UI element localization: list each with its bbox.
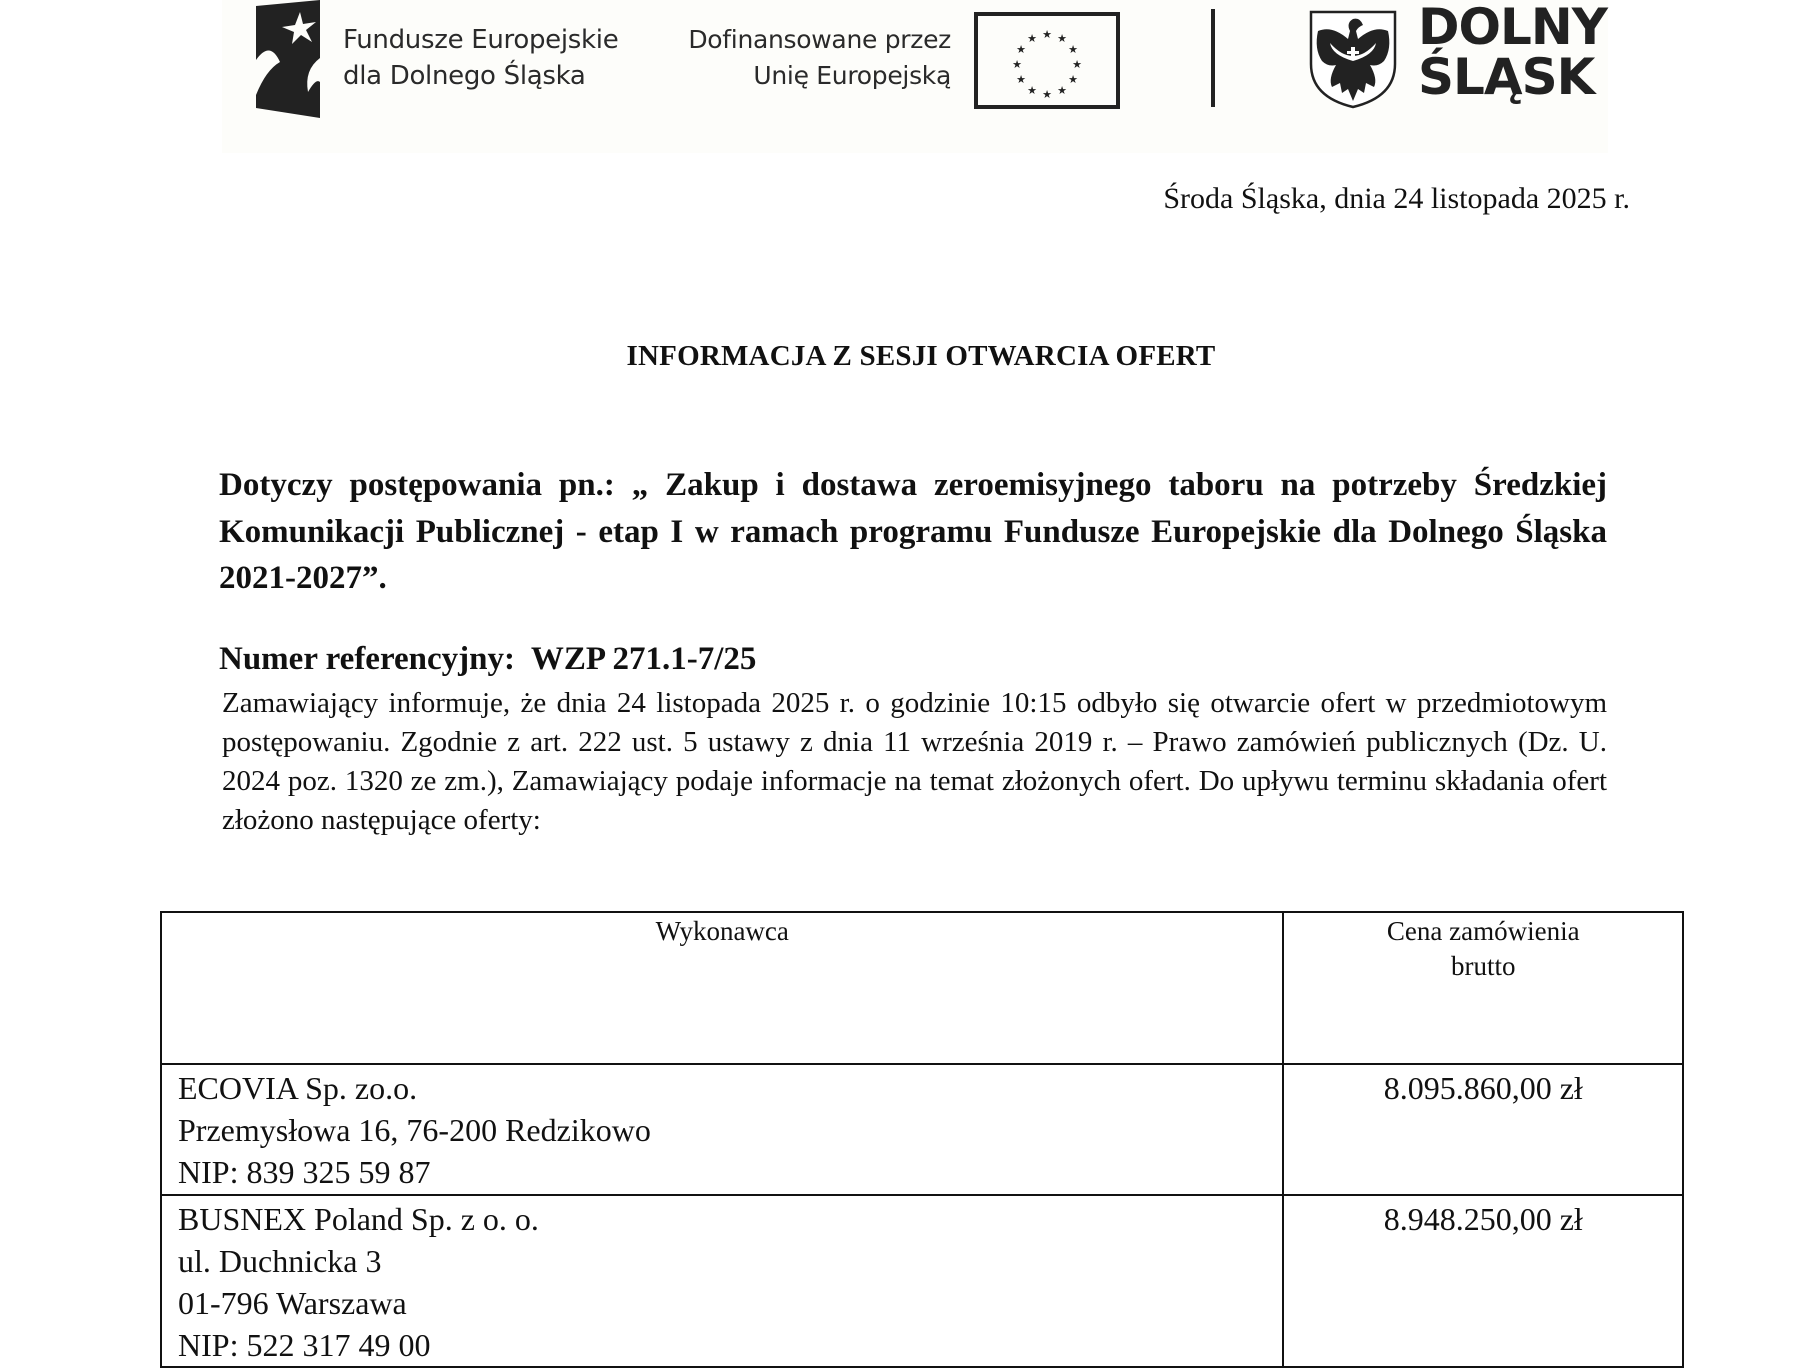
logo-divider xyxy=(1211,9,1215,107)
svg-text:★: ★ xyxy=(1027,84,1037,97)
svg-text:★: ★ xyxy=(1042,88,1052,101)
column-header-price-line1: Cena zamówienia xyxy=(1386,916,1580,946)
lower-silesia-crest-icon xyxy=(1308,9,1398,109)
document-date: Środa Śląska, dnia 24 listopada 2025 r. xyxy=(1163,182,1630,215)
svg-text:★: ★ xyxy=(1042,28,1052,41)
svg-text:★: ★ xyxy=(1016,43,1026,56)
reference-number: WZP 271.1-7/25 xyxy=(530,641,757,677)
contractor-cell xyxy=(161,1195,1283,1367)
svg-text:★: ★ xyxy=(1012,58,1022,71)
svg-text:★: ★ xyxy=(1068,43,1078,56)
procurement-subject: Dotyczy postępowania pn.: „ Zakup i dostawa zeroemisyjnego taboru na potrzeby Średzkiej Komunikacji Publicznej - etap I w ramach programu Fundusze Europejskie dla Dolnego Śląska 2021-2027”. xyxy=(219,467,1607,596)
fe-logo-icon xyxy=(256,0,322,118)
contractor-nip: NIP: 522 317 49 00 xyxy=(178,1327,431,1363)
reference-label: Numer referencyjny: xyxy=(219,641,531,677)
document-title: INFORMACJA Z SESJI OTWARCIA OFERT xyxy=(626,340,1216,372)
region-logo-line2: ŚLĄSK xyxy=(1418,48,1595,106)
fe-logo-line1: Fundusze Europejskie xyxy=(343,25,619,55)
fe-logo-line2: dla Dolnego Śląska xyxy=(343,61,586,91)
eu-flag-icon xyxy=(974,12,1120,109)
fe-logo-text xyxy=(343,22,618,94)
opening-information-paragraph: Zamawiający informuje, że dnia 24 listopada 2025 r. o godzinie 10:15 odbyło się otwarcie ofert w przedmiotowym postępowaniu. Zgodnie z art. 222 ust. 5 ustawy z dnia 11 września 2019 r. – Prawo zamówień publicznych (Dz. U. 2024 poz. 1320 ze zm.), Zamawiający podaje informacje na temat złożonych ofert. Do upływu terminu składania ofert złożono następujące oferty: xyxy=(222,687,1607,836)
contractor-street: ul. Duchnicka 3 xyxy=(178,1243,382,1279)
svg-text:★: ★ xyxy=(1027,32,1037,45)
offers-table xyxy=(160,911,1684,1368)
column-header-price xyxy=(1283,912,1683,1064)
reference-number-line xyxy=(219,641,756,678)
svg-text:★: ★ xyxy=(1068,73,1078,86)
contractor-address: Przemysłowa 16, 76-200 Redzikowo xyxy=(178,1112,651,1148)
svg-text:★: ★ xyxy=(1057,32,1067,45)
column-header-price-line2: brutto xyxy=(1450,951,1516,981)
contractor-nip: NIP: 839 325 59 87 xyxy=(178,1154,431,1190)
svg-text:★: ★ xyxy=(1016,73,1026,86)
region-logo-text xyxy=(1418,0,1607,106)
table-header-row xyxy=(161,912,1683,1064)
contractor-name: BUSNEX Poland Sp. z o. o. xyxy=(178,1201,539,1237)
region-logo-line1: DOLNY xyxy=(1418,0,1607,56)
table-row xyxy=(161,1064,1683,1195)
svg-text:★: ★ xyxy=(1057,84,1067,97)
contractor-cell xyxy=(161,1064,1283,1195)
price-cell: 8.948.250,00 zł xyxy=(1283,1195,1683,1367)
contractor-city: 01-796 Warszawa xyxy=(178,1285,407,1321)
contractor-name: ECOVIA Sp. zo.o. xyxy=(178,1070,418,1106)
column-header-contractor: Wykonawca xyxy=(161,912,1283,1064)
cofinanced-line1: Dofinansowane przez xyxy=(688,25,951,54)
svg-text:★: ★ xyxy=(1072,58,1082,71)
cofinanced-text xyxy=(640,22,951,94)
table-row xyxy=(161,1195,1683,1367)
price-cell: 8.095.860,00 zł xyxy=(1283,1064,1683,1195)
cofinanced-line2: Unię Europejską xyxy=(753,61,951,90)
